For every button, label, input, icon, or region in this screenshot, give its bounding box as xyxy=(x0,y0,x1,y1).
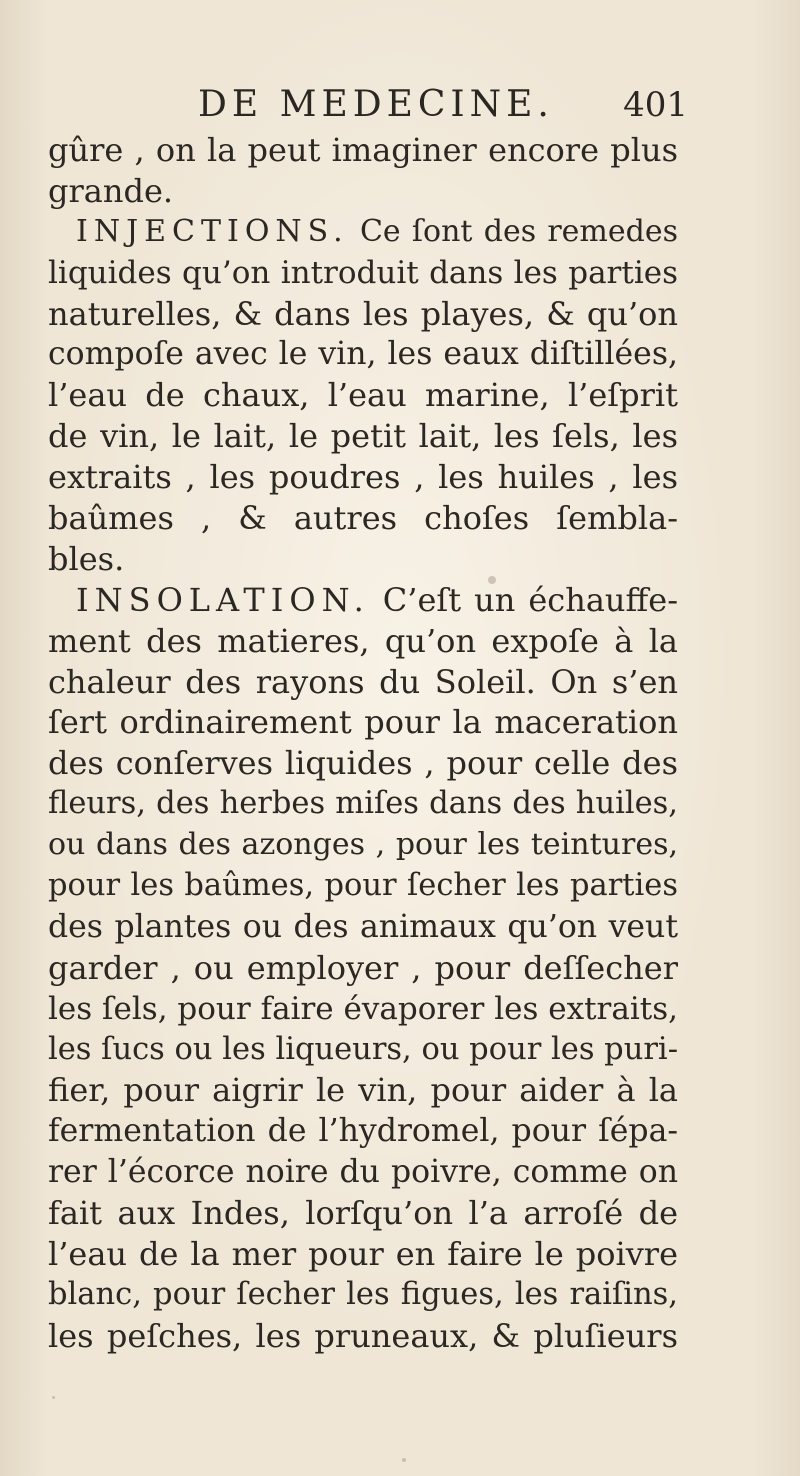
paper-speck xyxy=(402,1458,406,1462)
text-line: des conſerves liquides , pour celle des xyxy=(48,744,678,783)
text-line: les ſucs ou les liqueurs, ou pour les puri- xyxy=(48,1031,678,1067)
running-head-title: DE MEDECINE. xyxy=(198,84,554,125)
text-line: ſert ordinairement pour la maceration xyxy=(48,703,678,742)
text-line: naturelles, & dans les playes, & qu’on xyxy=(48,294,678,333)
text-line: garder , ou employer , pour deſſecher xyxy=(48,948,678,987)
text-line: des plantes ou des animaux qu’on veut xyxy=(48,908,678,945)
text-line: baûmes , & autres choſes ſembla- xyxy=(48,499,678,538)
entry-injections-first-line: INJECTIONS. Ce ſont des remedes xyxy=(76,213,678,249)
text-line: l’eau de chaux, l’eau marine, l’eſprit xyxy=(48,376,678,415)
text-line: extraits , les poudres , les huiles , les xyxy=(48,458,678,497)
text-line: fermentation de l’hydromel, pour ſépa- xyxy=(48,1113,678,1150)
text-line: liquides qu’on introduit dans les parties xyxy=(48,254,678,291)
text-line: gûre , on la peut imaginer encore plus xyxy=(48,131,678,169)
text-line: ou dans des azonges , pour les teintures, xyxy=(48,827,678,863)
catchword-line: les peſches, les pruneaux, & pluſieurs xyxy=(48,1316,678,1355)
text-line: pour les baûmes, pour ſecher les parties xyxy=(48,868,678,904)
body-text xyxy=(48,130,678,1357)
paper-speck xyxy=(52,1396,55,1399)
text-line: fleurs, des herbes miſes dans des huiles, xyxy=(48,786,678,822)
page-number: 401 xyxy=(623,85,688,125)
text-line: fait aux Indes, lorſqu’on l’a arroſé de xyxy=(48,1194,678,1233)
text-line: grande. xyxy=(48,171,174,210)
text-line: les ſels, pour faire évaporer les extraits, xyxy=(48,990,678,1027)
entry-headword: INSOLATION. xyxy=(76,580,370,619)
text-line: ment des matieres, qu’on expoſe à la xyxy=(48,621,678,660)
entry-insolation-first-line: INSOLATION. C’eſt un échauffe- xyxy=(76,580,678,619)
text-line: rer l’écorce noire du poivre, comme on xyxy=(48,1154,678,1191)
running-head xyxy=(48,80,688,130)
text-line: chaleur des rayons du Soleil. On s’en xyxy=(48,662,678,701)
entry-headword: INJECTIONS. xyxy=(76,213,349,249)
text-line: de vin, le lait, le petit lait, les ſels, les xyxy=(48,417,678,456)
text-line: blanc, pour ſecher les figues, les raiſins, xyxy=(48,1276,678,1312)
text-line: bles. xyxy=(48,539,125,578)
text-line: compoſe avec le vin, les eaux diſtillées, xyxy=(48,336,678,373)
text-line: fier, pour aigrir le vin, pour aider à la xyxy=(48,1071,678,1110)
text-line: l’eau de la mer pour en faire le poivre xyxy=(48,1235,678,1274)
